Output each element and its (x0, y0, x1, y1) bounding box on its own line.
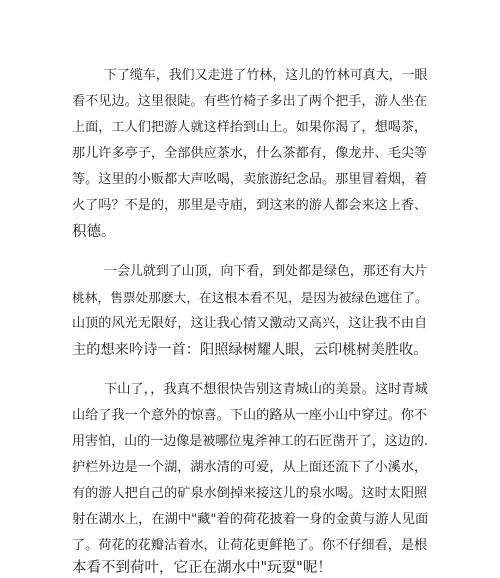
paragraph-3-line-3: 用害怕，山的一边像是被哪位鬼斧神工的石匠凿开了，这边的. (72, 434, 428, 449)
paragraph-2-line-4: 主的想来吟诗一首：阳照绿树耀人眼，云印桃树美胜收。 (72, 342, 428, 358)
paragraph-1-line-2: 看不见边。这里很陡。有些竹椅子多出了两个把手，游人坐在 (72, 94, 428, 109)
paragraph-1-line-3: 上面，工人们把游人就这样抬到山上。如果你渴了，想喝茶， (72, 120, 428, 135)
paragraph-3-line-8: 本看不到荷叶，它正在湖水中"玩耍"呢！ (72, 560, 332, 576)
paragraph-3-line-2: 山给了我一个意外的惊喜。下山的路从一座小山中穿过。你不 (72, 408, 428, 423)
paragraph-1-line-7: 积德。 (72, 224, 116, 240)
paragraph-2-line-2: 桃林，售票处那麽大，在这根本看不见，是因为被绿色遮住了。 (72, 290, 428, 305)
paragraph-3-line-6: 射在湖水上，在湖中"藏"着的荷花披着一身的金黄与游人见面 (72, 512, 429, 527)
paragraph-3-line-7: 了。荷花的花瓣沾着水，让荷花更鲜艳了。你不仔细看，是根 (72, 538, 428, 553)
paragraph-2-line-3: 山顶的风光无限好，这让我心情又激动又高兴，这让我不由自 (72, 316, 428, 331)
paragraph-3-line-5: 有的游人把自己的矿泉水倒掉来接这儿的泉水喝。这时太阳照 (72, 486, 428, 501)
paragraph-1-line-4: 那儿许多亭子，全部供应茶水，什么茶都有，像龙井、毛尖等 (72, 146, 428, 161)
paragraph-1-line-1: 下了缆车，我们又走进了竹林，这儿的竹林可真大，一眼 (104, 68, 428, 83)
paragraph-3-line-4: 护栏外边是一个湖，湖水清的可爱，从上面还流下了小溪水， (72, 460, 428, 475)
paragraph-1-line-5: 等。这里的小贩都大声吆喝，卖旅游纪念品。那里冒着烟，着 (72, 172, 428, 187)
paragraph-2-line-1: 一会儿就到了山顶，向下看，到处都是绿色，那还有大片 (104, 264, 428, 279)
paragraph-1-line-6: 火了吗？不是的，那里是寺庙，到这来的游人都会来这上香、 (72, 198, 428, 213)
paragraph-3-line-1: 下山了，，我真不想很快告别这青城山的美景。这时青城 (104, 382, 428, 397)
